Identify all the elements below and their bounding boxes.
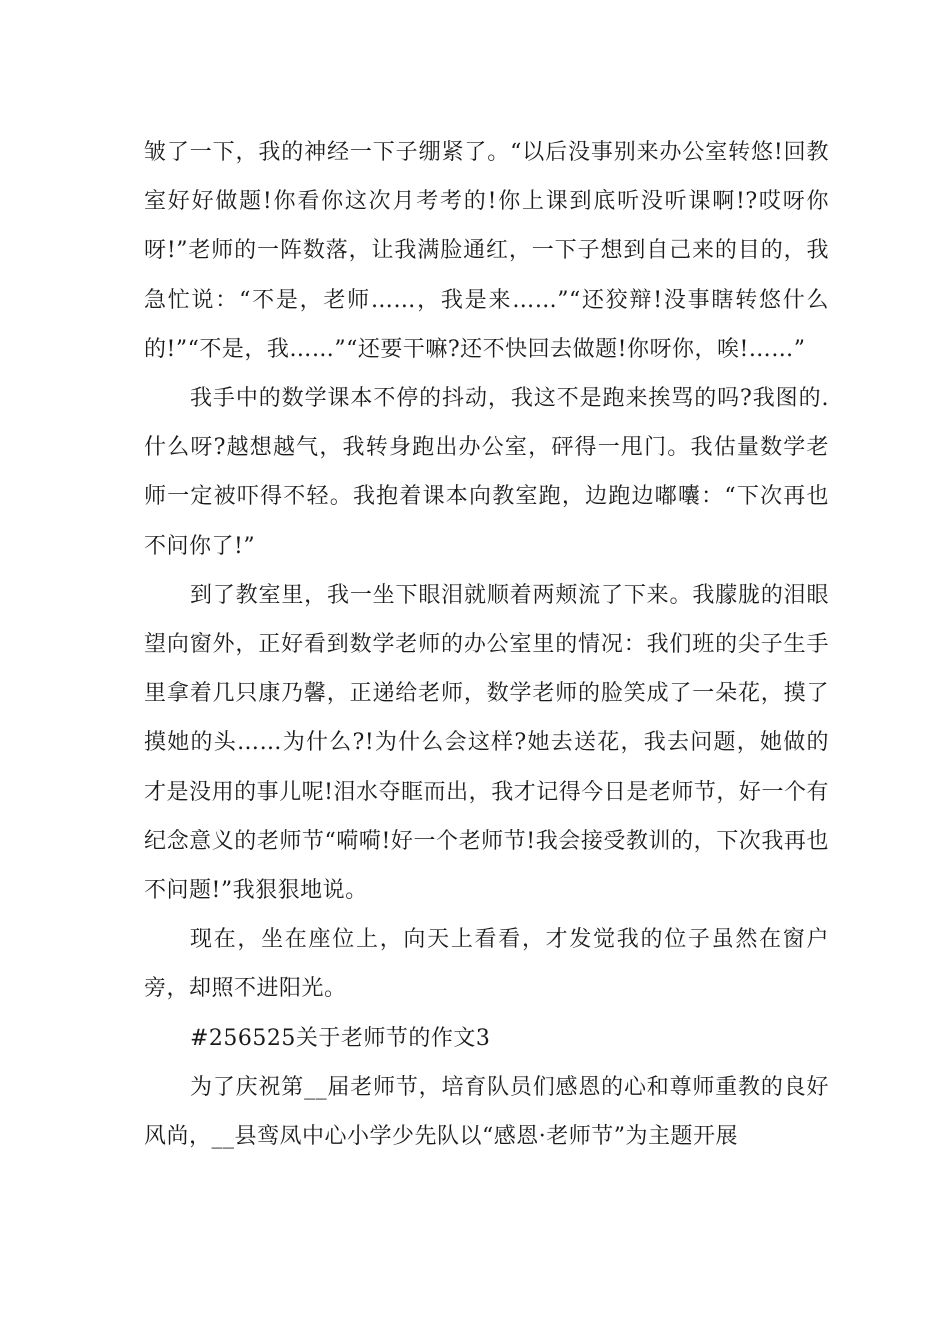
document-body — [144, 128, 829, 1161]
paragraph-5: 为了庆祝第__届老师节，培育队员们感恩的心和尊师重教的良好风尚，__县鸾凤中心小学少先队以“感恩·老师节”为主题开展 — [144, 1074, 829, 1150]
section-heading: #256525关于老师节的作文3 — [190, 1025, 491, 1051]
paragraph-2: 我手中的数学课本不停的抖动，我这不是跑来挨骂的吗?我图的.什么呀?越想越气，我转身跑出办公室，砰得一甩门。我估量数学老师一定被吓得不轻。我抱着课本向教室跑，边跑边嘟囔：“下次再也不问你了!” — [144, 386, 829, 559]
paragraph-4: 现在，坐在座位上，向天上看看，才发觉我的位子虽然在窗户旁，却照不进阳光。 — [144, 927, 829, 1002]
paragraph-3: 到了教室里，我一坐下眼泪就顺着两颊流了下来。我朦胧的泪眼望向窗外，正好看到数学老师的办公室里的情况：我们班的尖子生手里拿着几只康乃馨，正递给老师，数学老师的脸笑成了一朵花，摸了摸她的头……为什么?!为什么会这样?她去送花，我去问题，她做的才是没用的事儿呢!泪水夺眶而出，我才记得今日是老师节，好一个有纪念意义的老师节“嗬嗬!好一个老师节!我会接受教训的，下次我再也不问题!”我狠狠地说。 — [144, 582, 829, 904]
paragraph-1: 皱了一下，我的神经一下子绷紧了。“以后没事别来办公室转悠!回教室好好做题!你看你这次月考考的!你上课到底听没听课啊!?哎呀你呀!”老师的一阵数落，让我满脸通红，一下子想到自己来的目的，我急忙说：“不是，老师……，我是来……”“还狡辩!没事瞎转悠什么的!”“不是，我……”“还要干嘛?还不快回去做题!你呀你，唉!……” — [144, 140, 829, 362]
